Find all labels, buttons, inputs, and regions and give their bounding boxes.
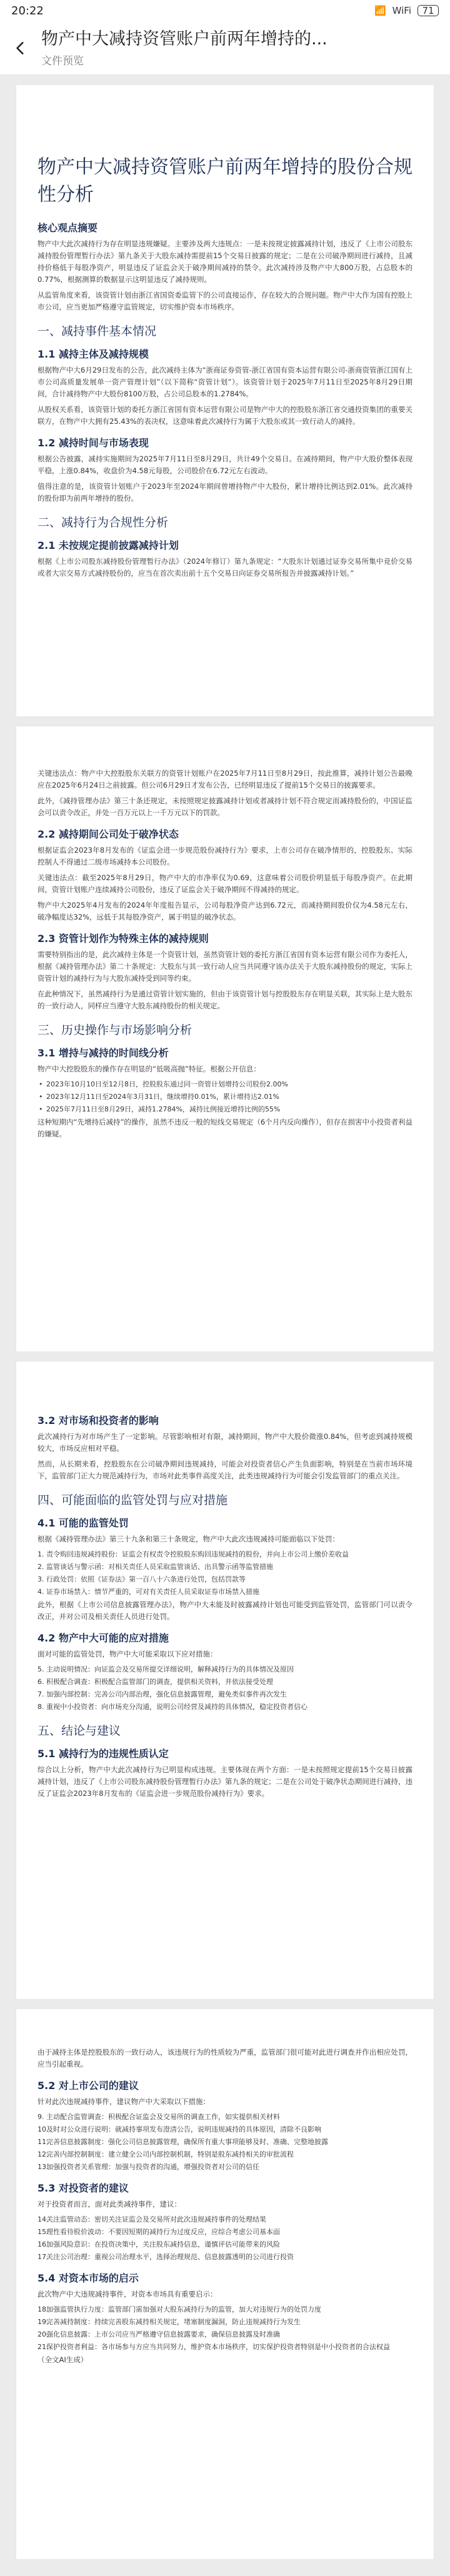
list-item: 4. 证券市场禁入：情节严重的，可对有关责任人员采取证券市场禁入措施 — [38, 1588, 259, 1596]
paragraph: 在此种情况下，虽然减持行为是通过资管计划实施的，但由于该资管计划与控股股东存在明显关联，其实际上是大股东的一致行动人，同样应当遵守大股东减持股份的相关规定。 — [38, 990, 412, 1010]
subsection-heading: 1.2 减持时间与市场表现 — [38, 437, 149, 449]
list-item: 2. 监管谈话与警示函：对相关责任人员采取监管谈话、出具警示函等监管措施 — [38, 1563, 273, 1571]
list-item: 8. 重视中小投资者：向市场充分沟通，说明公司经营及减持的具体情况，稳定投资者信心 — [38, 1703, 308, 1711]
paragraph: 值得注意的是，该资管计划账户于2023年至2024年期间曾增持物产中大股份，累计增持比例达到2.01%。此次减持的股份即为前两年增持的股份。 — [38, 482, 412, 503]
list-item: 10.及时对公众进行说明：就减持事项发布澄清公告，说明违规减持的具体原因，清除不良影响 — [38, 2125, 321, 2133]
paragraph: 物产中大此次减持行为存在明显违规嫌疑。主要涉及两大违规点：一是未按规定披露减持计划，违反了《上市公司股东减持股份管理暂行办法》第九条关于大股东减持需提前15个交易日披露的规定；二是在公司破净期间进行减持，且减持价格低于每股净资产，明显违反了证监会关于破净期间减持的禁令。此次减持涉及物产中大800万股，占总股本的0.77%，根据测算的数据显示这明显违反了减持规则。 — [38, 239, 412, 284]
list-item: • 2025年7月11日至8月29日，减持1.2784%，减持比例接近增持比例的55% — [38, 1104, 412, 1115]
list-item: 13.加强投资者关系管理：加强与投资者的沟通，增强投资者对公司的信任 — [38, 2163, 259, 2171]
subsection-heading: 3.2 对市场和投资者的影响 — [38, 1415, 159, 1426]
subsection-heading: 5.1 减持行为的违规性质认定 — [38, 1748, 169, 1760]
paragraph: 根据物产中大6月29日发布的公告，此次减持主体为“浙商证券资管-浙江省国有资本运营有限公司-浙商资管浙江国有上市公司高质量发展单一资产管理计划”（以下简称“资管计划”）。该资管计划于2025年7月11日至2025年8月29日期间，合计减持物产中大股份8100万股，占公司总股本的1.2784%。 — [38, 366, 412, 398]
subsection-heading: 2.3 资管计划作为特殊主体的减持规则 — [38, 933, 209, 945]
paragraph: 需要特别指出的是，此次减持主体是一个资管计划，虽然资管计划的委托方浙江省国有资本运营有限公司作为委托人，根据《减持管理办法》第二十条规定：大股东与其一致行动人应当共同遵守该办法关于大股东减持股份的规定，实际上资管计划的减持行为与大股东减持受到同等约束。 — [38, 950, 412, 983]
paragraph: 由于减持主体是控股股东的一致行动人，该违规行为的性质较为严重，监管部门很可能对此进行调查并作出相应处罚，应当引起重视。 — [38, 2048, 412, 2068]
list-item: 1. 责令购回违规减持股份：证监会有权责令控股股东购回违规减持的股份，并向上市公司上缴价差收益 — [38, 1550, 349, 1558]
signal-icon: 📶 — [374, 5, 386, 16]
list-item: 12.完善内部控制制度：建立健全公司内部控制机制，特别是股东减持相关的审批流程 — [38, 2150, 294, 2158]
subsection-heading: 2.1 未按规定提前披露减持计划 — [38, 539, 179, 551]
document-page-2[interactable] — [16, 726, 434, 1351]
app-header — [0, 21, 450, 75]
subsection-heading: 5.3 对投资者的建议 — [38, 2182, 129, 2194]
subsection-heading: 3.1 增持与减持的时间线分析 — [38, 1047, 169, 1059]
section-heading: 四、可能面临的监管处罚与应对措施 — [38, 1493, 228, 1507]
footer-note: （全文AI生成） — [38, 2355, 88, 2364]
paragraph: 针对此次违规减持事件，建议物产中大采取以下措施： — [38, 2097, 210, 2106]
status-icons — [374, 5, 439, 16]
paragraph: 根据《减持管理办法》第三十九条和第三十条规定，物产中大此次违规减持可能面临以下处罚： — [38, 1535, 339, 1543]
list-item: 17.关注公司治理：重视公司治理水平，选择治理规范、信息披露透明的公司进行投资 — [38, 2253, 294, 2261]
list-item: 21.保护投资者利益：各市场参与方应当共同努力，维护资本市场秩序，切实保护投资者特别是中小投资者的合法权益 — [38, 2343, 390, 2351]
list-item: 19.完善减持制度：持续完善股东减持相关规定，堵塞制度漏洞，防止违规减持行为发生 — [38, 2318, 301, 2326]
list-item: 5. 主动说明情况：向证监会及交易所提交详细说明，解释减持行为的具体情况及原因 — [38, 1665, 294, 1673]
paragraph: 根据公告披露，减持实施期间为2025年7月11日至8月29日，共计49个交易日。在减持期间，物产中大股价整体表现平稳，上涨0.84%，收盘价为4.58元每股，公司股价在6.72元左右波动。 — [38, 454, 412, 475]
document-page-3[interactable] — [16, 1361, 434, 1999]
document-page-1[interactable] — [16, 85, 434, 716]
list-item: • 2023年10月10日至12月8日，控股股东通过同一资管计划增持公司股份2.00% — [38, 1079, 412, 1090]
list-item: 16.加强风险意识：在投资决策中，关注股东减持信息，谨慎评估可能带来的风险 — [38, 2240, 280, 2248]
header-title: 物产中大减持资管账户前两年增持的... — [41, 29, 328, 49]
paragraph: 此外，根据《上市公司信息披露管理办法》，物产中大未能及时披露减持计划也可能受到监管处罚，监管部门可以责令改正，并对公司及相关责任人员进行处罚。 — [38, 1600, 412, 1621]
paragraph: 对于投资者而言，面对此类减持事件，建议： — [38, 2200, 181, 2208]
section-heading: 三、历史操作与市场影响分析 — [38, 1023, 192, 1037]
paragraph: 物产中大控股股东的操作存在明显的“低吸高抛”特征。根据公开信息： — [38, 1065, 261, 1073]
section-heading: 五、结论与建议 — [38, 1724, 121, 1738]
paragraph: 关键违法点：截至2025年8月29日，物产中大的市净率仅为0.69，这意味着公司股价明显低于每股净资产。在此期间，资管计划账户连续减持公司股份，违反了证监会关于破净期间不得减持的规定。 — [38, 873, 412, 894]
paragraph: 物产中大2025年4月发布的2024年年度报告显示，公司每股净资产达到6.72元，而减持期间股价仅为4.58元左右，破净幅度达32%，远低于其每股净资产，属于明显的破净状态。 — [38, 901, 412, 921]
paragraph: 从监管角度来看，该资管计划由浙江省国资委监管下的公司直接运作，存在较大的合规问题。物产中大作为国有控股上市公司，应当更加严格遵守监管规定，切实维护资本市场秩序。 — [38, 291, 412, 311]
list-item: 7. 加强内部控制：完善公司内部治理，强化信息披露管理，避免类似事件再次发生 — [38, 1690, 287, 1698]
list-item: 11.完善信息披露制度：强化公司信息披露管理，确保所有重大事项能够及时、准确、完整地披露 — [38, 2138, 328, 2146]
header-subtitle: 文件预览 — [41, 55, 84, 68]
paragraph: 面对可能的监管处罚，物产中大可能采取以下应对措施： — [38, 1650, 218, 1658]
battery-icon: 71 — [418, 5, 439, 16]
paragraph: 此次物产中大违规减持事件，对资本市场具有重要启示： — [38, 2290, 218, 2298]
subsection-heading: 5.4 对资本市场的启示 — [38, 2272, 139, 2284]
list-item: 6. 积极配合调查：积极配合监管部门的调查，提供相关资料，并依法接受处理 — [38, 1678, 273, 1686]
paragraph: 关键违法点：物产中大控股股东关联方的资管计划账户在2025年7月11日至8月29日，按此推算，减持计划公告最晚应在2025年6月24日之前披露。但公司6月29日才发布公告，已经明显违反了提前15个交易日的披露要求。 — [38, 769, 412, 789]
status-time: 20:22 — [11, 4, 44, 18]
section-heading: 二、减持行为合规性分析 — [38, 516, 169, 529]
paragraph: 此次减持行为对市场产生了一定影响。尽管影响相对有限，减持期间，物产中大股价微涨0.84%，但考虑到减持规模较大，市场反应相对平稳。 — [38, 1432, 412, 1453]
paragraph: 根据证监会2023年8月发布的《证监会进一步规范股份减持行为》要求，上市公司存在破净情形的，控股股东、实际控制人不得通过二级市场减持本公司股份。 — [38, 846, 412, 866]
paragraph: 这种短期内“先增持后减持”的操作，虽然不违反一般的短线交易规定（6个月内反向操作），但存在损害中小投资者利益的嫌疑。 — [38, 1118, 412, 1138]
paragraph: 此外，《减持管理办法》第三十条还规定，未按照规定披露减持计划或者减持计划不符合规定而减持股份的，中国证监会可以责令改正，并处一百万元以上一千万元以下的罚款。 — [38, 796, 412, 817]
list-item: 3. 行政处罚：依照《证券法》第一百八十六条进行处罚，包括罚款等 — [38, 1575, 246, 1583]
chevron-left-icon — [12, 40, 29, 56]
list-item: 14.关注监管动态：密切关注证监会及交易所对此次违规减持事件的处理结果 — [38, 2215, 266, 2223]
section-heading: 一、减持事件基本情况 — [38, 324, 157, 338]
document-title: 物产中大减持资管账户前两年增持的股份合规性分析 — [38, 156, 412, 206]
wifi-icon: WiFi — [392, 5, 411, 16]
subsection-heading: 4.2 物产中大可能的应对措施 — [38, 1632, 169, 1644]
paragraph: 综合以上分析，物产中大此次减持行为已明显构成违规。主要体现在两个方面：一是未按照规定提前15个交易日披露减持计划，违反了《上市公司股东减持股份管理暂行办法》第九条的规定；二是在公司处于破净状态期间进行减持，违反了证监会2023年8月发布的《证监会进一步规范股份减持行为》要求。 — [38, 1765, 412, 1798]
list-item: 20.强化信息披露：上市公司应当严格遵守信息披露要求，确保信息披露及时准确 — [38, 2330, 280, 2338]
paragraph: 根据《上市公司股东减持股份管理暂行办法》（2024年修订）第九条规定：“大股东计划通过证券交易所集中竞价交易或者大宗交易方式减持股份的，应当在首次卖出前十五个交易日向证券交易所报告并披露减持计划。” — [38, 557, 412, 578]
list-item: 18.加强监管执行力度：监管部门需加强对大股东减持行为的监管，加大对违规行为的处罚力度 — [38, 2305, 321, 2313]
document-page-4[interactable] — [16, 2009, 434, 2559]
list-item: 15.理性看待股价波动：不要因短期的减持行为过度反应，应综合考虑公司基本面 — [38, 2228, 280, 2236]
back-button[interactable] — [0, 21, 41, 75]
subsection-heading: 2.2 减持期间公司处于破净状态 — [38, 828, 179, 840]
subsection-heading: 4.1 可能的监管处罚 — [38, 1517, 129, 1529]
paragraph: 然而，从长期来看，控股股东在公司破净期间违规减持，可能会对投资者信心产生负面影响，特别是在当前市场环境下，监管部门正大力规范减持行为，市场对此类事件高度关注，此类违规减持行为可能会引发监管部门的重点关注。 — [38, 1460, 412, 1480]
subsection-heading: 1.1 减持主体及减持规模 — [38, 348, 149, 360]
list-item: 9. 主动配合监管调查：积极配合证监会及交易所的调查工作，如实提供相关材料 — [38, 2113, 280, 2121]
header-title-block — [41, 28, 450, 68]
list-item: • 2023年12月11日至2024年3月31日，继续增持0.01%，累计增持达2.01% — [38, 1091, 412, 1103]
section-heading: 核心观点摘要 — [38, 222, 98, 234]
subsection-heading: 5.2 对上市公司的建议 — [38, 2080, 139, 2092]
status-bar — [0, 0, 450, 21]
paragraph: 从股权关系看，该资管计划的委托方浙江省国有资本运营有限公司是物产中大的控股股东浙江省交通投资集团的重要关联方，在物产中大拥有25.43%的表决权，这意味着此次减持行为属于大股东或其一致行动人的减持。 — [38, 405, 412, 426]
